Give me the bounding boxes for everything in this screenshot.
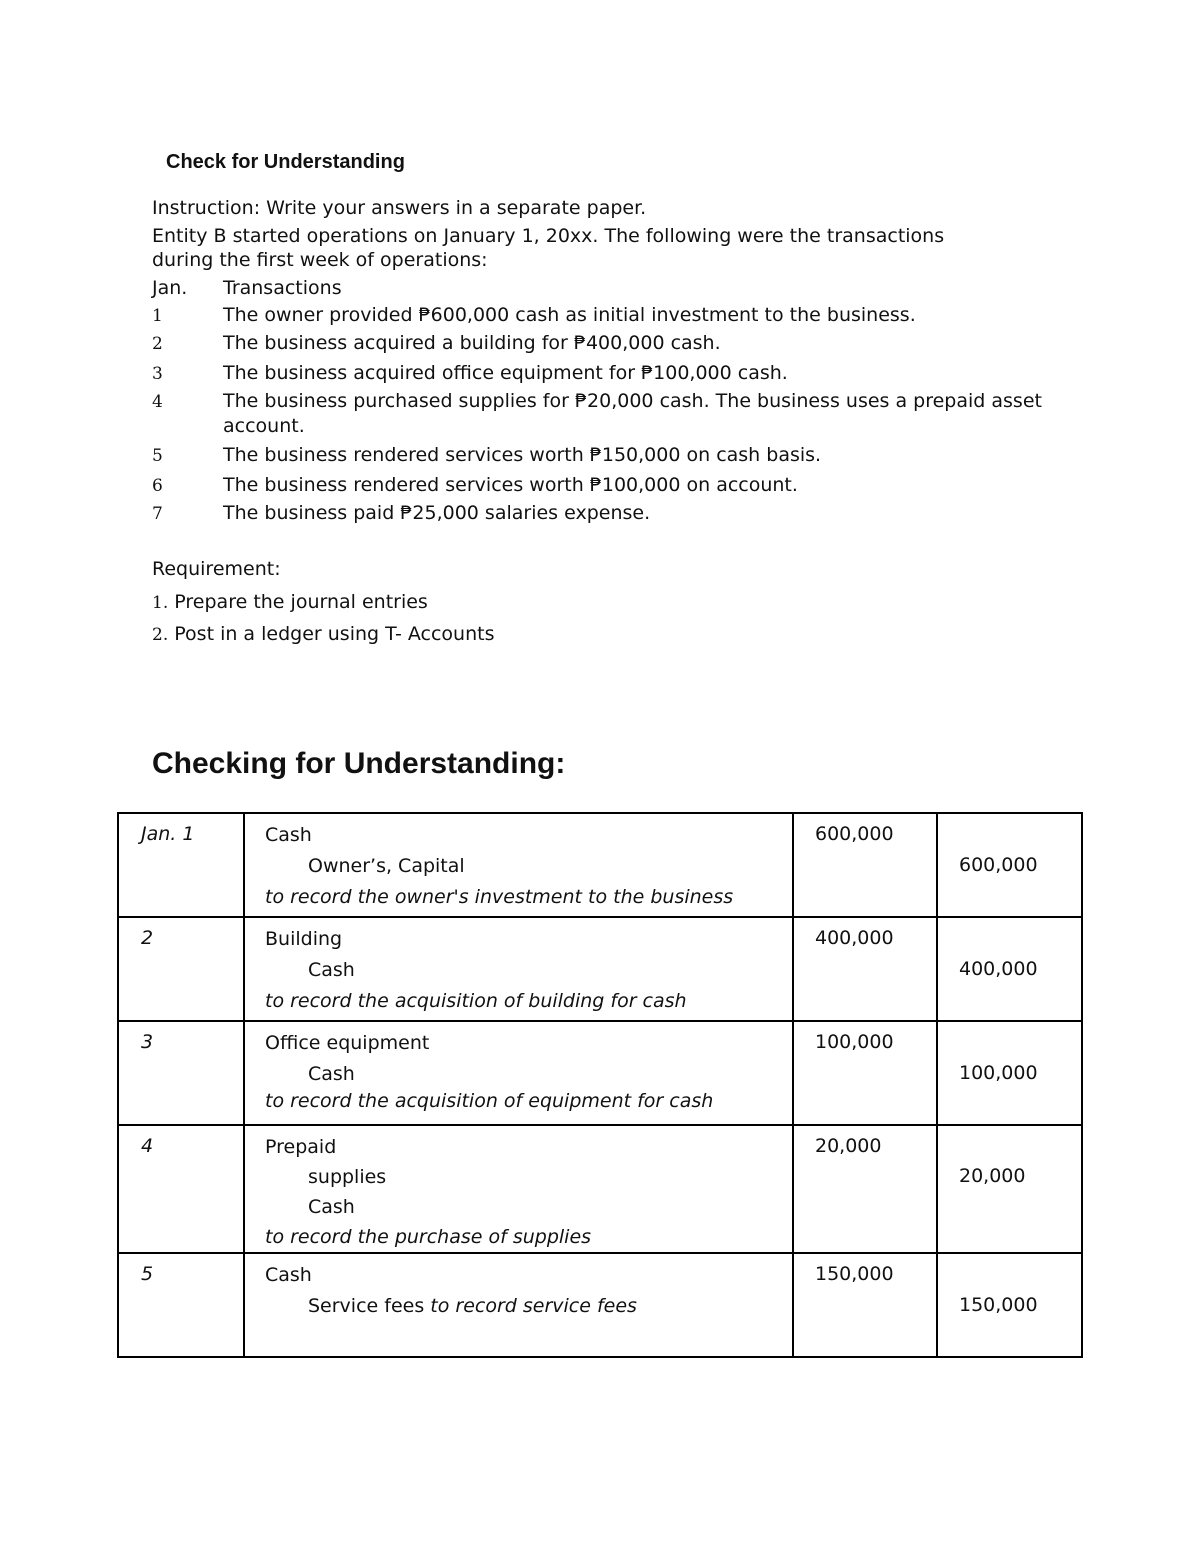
requirement-item xyxy=(152,622,494,647)
requirement-label: Requirement: xyxy=(152,558,281,580)
instruction-text: Write your answers in a separate paper. xyxy=(260,197,647,219)
debit-account: Cash xyxy=(265,1264,312,1286)
transaction-num: 6 xyxy=(152,476,163,496)
entry-date: Jan. 1 xyxy=(141,823,195,845)
table-row xyxy=(118,1021,1082,1125)
transaction-num: 7 xyxy=(152,504,163,524)
journal-table xyxy=(117,812,1083,1358)
transaction-num: 5 xyxy=(152,446,163,466)
header-transactions: Transactions xyxy=(223,277,342,299)
transaction-num: 4 xyxy=(152,392,163,412)
table-row xyxy=(118,917,1082,1021)
entry-date: 4 xyxy=(141,1135,154,1157)
credit-amount: 20,000 xyxy=(959,1165,1026,1187)
entry-date: 5 xyxy=(141,1263,154,1285)
section-title: Checking for Understanding: xyxy=(152,747,566,780)
credit-account: Cash xyxy=(308,959,355,981)
debit-account: Prepaid xyxy=(265,1136,337,1158)
debit-amount: 400,000 xyxy=(815,927,894,949)
entry-memo: to record the purchase of supplies xyxy=(265,1226,592,1248)
debit-account: Office equipment xyxy=(265,1032,430,1054)
debit-amount: 20,000 xyxy=(815,1135,882,1157)
instruction-label: Instruction: xyxy=(152,197,261,219)
transaction-text: The business acquired a building for ₱400,000 cash. xyxy=(223,332,721,354)
table-row xyxy=(118,1253,1082,1357)
entry-memo: to record service fees xyxy=(430,1295,637,1317)
intro-line-2: during the first week of operations: xyxy=(152,249,488,271)
requirement-num: 1. xyxy=(152,593,169,613)
transaction-text: The business purchased supplies for ₱20,000 cash. The business uses a prepaid asset xyxy=(223,390,1042,412)
transaction-text: The business paid ₱25,000 salaries expense. xyxy=(223,502,651,524)
credit-account: Service fees xyxy=(308,1295,425,1317)
transaction-text: The business acquired office equipment for ₱100,000 cash. xyxy=(223,362,788,384)
entry-memo: to record the acquisition of equipment for cash xyxy=(265,1090,714,1112)
entry-memo: to record the acquisition of building for cash xyxy=(265,990,687,1012)
transaction-text: The business rendered services worth ₱100,000 on account. xyxy=(223,474,798,496)
credit-amount: 100,000 xyxy=(959,1062,1038,1084)
requirement-text: Prepare the journal entries xyxy=(174,591,428,613)
transaction-text: The owner provided ₱600,000 cash as initial investment to the business. xyxy=(223,304,916,326)
header-month: Jan. xyxy=(152,277,188,299)
table-row xyxy=(118,813,1082,917)
entry-date: 2 xyxy=(141,927,154,949)
transaction-num: 3 xyxy=(152,364,163,384)
transaction-text: The business rendered services worth ₱150,000 on cash basis. xyxy=(223,444,822,466)
requirement-num: 2. xyxy=(152,625,169,645)
credit-account: Cash xyxy=(308,1196,355,1218)
credit-line xyxy=(245,1291,792,1322)
entry-date: 3 xyxy=(141,1031,154,1053)
page-title: Check for Understanding xyxy=(166,151,405,173)
debit-amount: 600,000 xyxy=(815,823,894,845)
debit-account-continued: supplies xyxy=(308,1166,387,1188)
instruction xyxy=(152,196,646,220)
debit-account: Cash xyxy=(265,824,312,846)
transaction-num: 2 xyxy=(152,334,163,354)
credit-amount: 600,000 xyxy=(959,854,1038,876)
debit-amount: 150,000 xyxy=(815,1263,894,1285)
credit-account: Owner’s, Capital xyxy=(308,855,465,877)
debit-amount: 100,000 xyxy=(815,1031,894,1053)
intro-line-1: Entity B started operations on January 1, 20xx. The following were the transactions xyxy=(152,225,945,247)
credit-amount: 400,000 xyxy=(959,958,1038,980)
debit-account: Building xyxy=(265,928,343,950)
transaction-text-continued: account. xyxy=(223,415,305,437)
table-row xyxy=(118,1125,1082,1253)
requirement-item xyxy=(152,590,428,615)
requirement-text: Post in a ledger using T- Accounts xyxy=(174,623,495,645)
entry-memo: to record the owner's investment to the business xyxy=(265,886,734,908)
credit-amount: 150,000 xyxy=(959,1294,1038,1316)
credit-account: Cash xyxy=(308,1063,355,1085)
transaction-num: 1 xyxy=(152,306,163,326)
